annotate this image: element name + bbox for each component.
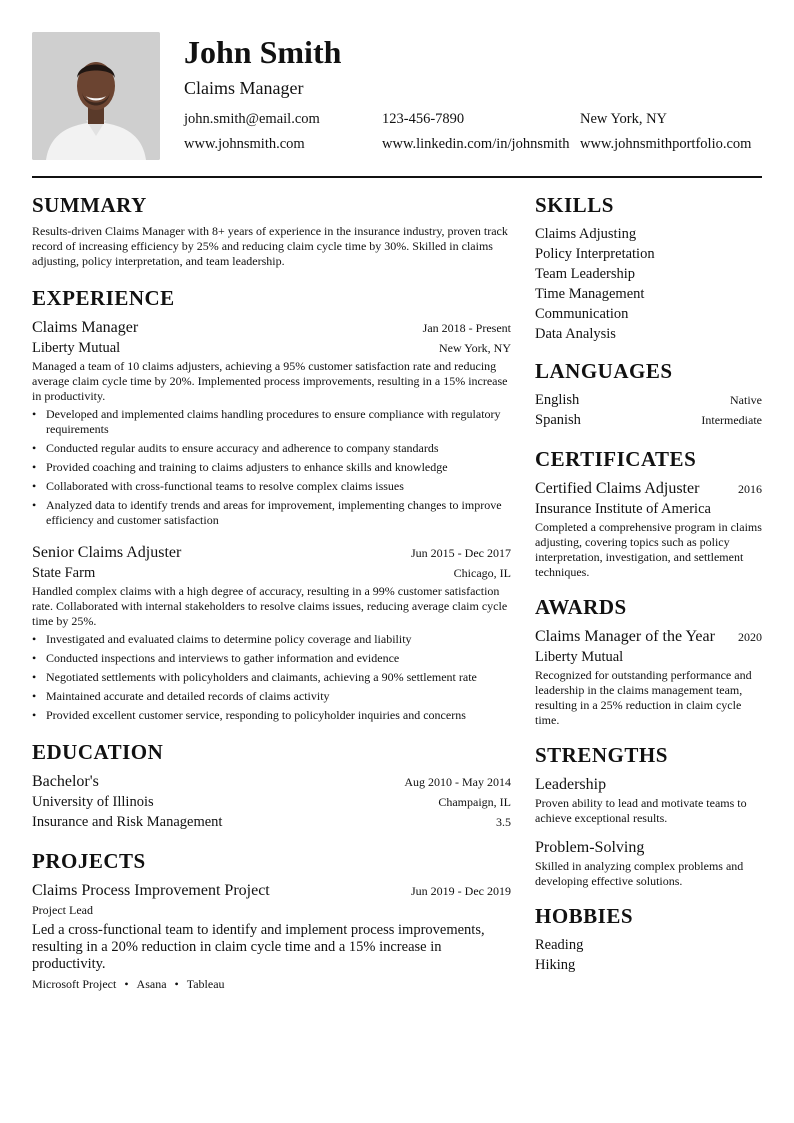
- list-item: • Developed and implemented claims handling procedures to ensure compliance with regulatory requirements: [32, 407, 511, 437]
- education-gpa: 3.5: [496, 815, 511, 829]
- project-name: Claims Process Improvement Project: [32, 882, 270, 899]
- job-title: Senior Claims Adjuster: [32, 544, 182, 561]
- list-item: • Conducted regular audits to ensure accuracy and adherence to company standards: [32, 441, 511, 456]
- project-dates: Jun 2019 - Dec 2019: [411, 884, 511, 898]
- summary-text: Results-driven Claims Manager with 8+ years of experience in the insurance industry, proven track record of increasing efficiency by 25% and reducing claim cycle time by 30%. Skilled in claims adjusting, policy interpretation, and team leadership.: [32, 224, 508, 268]
- certificates-section: [535, 446, 762, 580]
- tool-tag: Tableau: [186, 977, 225, 991]
- section-title: HOBBIES: [535, 904, 634, 928]
- list-item: • Provided coaching and training to claims adjusters to enhance skills and knowledge: [32, 460, 511, 475]
- separator-dot: •: [124, 977, 129, 991]
- certificate-name: Certified Claims Adjuster: [535, 480, 700, 497]
- skill-item: Data Analysis: [535, 326, 616, 342]
- job-title: Claims Manager: [32, 319, 139, 336]
- job-entry: [32, 317, 511, 528]
- job-bullets: [32, 407, 511, 528]
- strength-description: Proven ability to lead and motivate teams to achieve exceptional results.: [535, 796, 747, 825]
- award-year: 2020: [738, 630, 762, 644]
- education-section: [32, 739, 511, 832]
- certificate-year: 2016: [738, 482, 762, 496]
- job-description: Handled complex claims with a high degree of accuracy, resulting in a 99% customer satisfaction rate. Collaborated with internal stakeholders to resolve claims issues, reducing average claim cycle time by 25%.: [32, 584, 508, 628]
- language-level: Native: [730, 393, 762, 407]
- contact-portfolio[interactable]: www.johnsmithportfolio.com: [580, 136, 752, 152]
- candidate-name: John Smith: [184, 34, 342, 70]
- hobby-item: Reading: [535, 937, 584, 953]
- experience-section: [32, 285, 511, 723]
- languages-section: [535, 358, 762, 430]
- projects-section: [32, 848, 511, 992]
- skill-item: Claims Adjusting: [535, 226, 637, 242]
- project-description: Led a cross-functional team to identify and implement process improvements, resulting in a 20% reduction in claim cycle time and a 15% increase in productivity.: [32, 922, 485, 972]
- list-item: • Investigated and evaluated claims to determine policy coverage and liability: [32, 632, 511, 647]
- strength-name: Problem-Solving: [535, 839, 645, 856]
- education-field: Insurance and Risk Management: [32, 814, 223, 830]
- education-degree: Bachelor's: [32, 773, 99, 790]
- skills-section: [535, 192, 762, 344]
- tool-tag: Microsoft Project: [32, 977, 117, 991]
- job-entry: [32, 542, 511, 723]
- skill-item: Team Leadership: [535, 266, 636, 282]
- section-title: STRENGTHS: [535, 743, 668, 767]
- certificate-description: Completed a comprehensive program in claims adjusting, covering topics such as policy interpretation, investigation, and settlement techniques.: [535, 520, 762, 579]
- section-title: CERTIFICATES: [535, 447, 697, 471]
- awards-section: [535, 594, 762, 728]
- strength-name: Leadership: [535, 776, 607, 793]
- award-issuer: Liberty Mutual: [535, 649, 624, 665]
- candidate-role: Claims Manager: [184, 78, 304, 98]
- certificate-issuer: Insurance Institute of America: [535, 501, 711, 517]
- right-column: [535, 192, 762, 975]
- job-dates: Jun 2015 - Dec 2017: [411, 546, 511, 560]
- skill-item: Time Management: [535, 286, 645, 302]
- job-description: Managed a team of 10 claims adjusters, achieving a 95% customer satisfaction rate and reducing average claim cycle time by 20%. Implemented process improvements, resulting in a 15% increase in productivity.: [32, 359, 508, 403]
- job-company: State Farm: [32, 565, 96, 581]
- language-level: Intermediate: [701, 413, 762, 427]
- left-column: [32, 192, 511, 992]
- section-title: EDUCATION: [32, 740, 164, 764]
- contact-linkedin[interactable]: www.linkedin.com/in/johnsmith: [382, 136, 570, 152]
- job-company: Liberty Mutual: [32, 340, 121, 356]
- contact-phone[interactable]: 123-456-7890: [382, 111, 465, 127]
- list-item: • Provided excellent customer service, responding to policyholder inquiries and concerns: [32, 708, 511, 723]
- contact-email[interactable]: john.smith@email.com: [184, 111, 320, 127]
- section-title: EXPERIENCE: [32, 286, 175, 310]
- section-title: SUMMARY: [32, 193, 147, 217]
- project-tools: [32, 976, 511, 992]
- profile-photo: [32, 32, 160, 160]
- job-dates: Jan 2018 - Present: [422, 321, 511, 335]
- skill-item: Policy Interpretation: [535, 246, 655, 262]
- award-name: Claims Manager of the Year: [535, 628, 715, 645]
- section-title: SKILLS: [535, 193, 614, 217]
- list-item: • Collaborated with cross-functional teams to resolve complex claims issues: [32, 479, 511, 494]
- hobby-item: Hiking: [535, 957, 576, 973]
- hobbies-section: [535, 903, 762, 975]
- award-description: Recognized for outstanding performance and leadership in the claims management team, resulting in a 25% reduction in claim cycle time.: [535, 668, 752, 727]
- language-name: Spanish: [535, 412, 581, 428]
- list-item: • Analyzed data to identify trends and areas for improvement, implementing changes to improve efficiency and customer satisfaction: [32, 498, 511, 528]
- list-item: • Conducted inspections and interviews to gather information and evidence: [32, 651, 511, 666]
- section-title: AWARDS: [535, 595, 627, 619]
- header-divider: [32, 176, 762, 178]
- job-location: New York, NY: [438, 341, 511, 355]
- language-name: English: [535, 392, 580, 408]
- education-location: Champaign, IL: [438, 795, 511, 809]
- contact-location: New York, NY: [580, 111, 668, 127]
- strength-description: Skilled in analyzing complex problems and developing effective solutions.: [535, 859, 744, 888]
- separator-dot: •: [174, 977, 179, 991]
- contact-website[interactable]: www.johnsmith.com: [184, 136, 305, 152]
- summary-section: [32, 192, 511, 269]
- section-title: PROJECTS: [32, 849, 146, 873]
- education-school: University of Illinois: [32, 794, 154, 810]
- resume-header: [32, 32, 762, 160]
- section-title: LANGUAGES: [535, 359, 673, 383]
- person-portrait-icon: [32, 32, 160, 160]
- skill-item: Communication: [535, 306, 629, 322]
- tool-tag: Asana: [136, 977, 167, 991]
- job-bullets: [32, 632, 511, 723]
- strengths-section: [535, 742, 762, 889]
- list-item: • Maintained accurate and detailed records of claims activity: [32, 689, 511, 704]
- project-role: Project Lead: [32, 903, 93, 917]
- job-location: Chicago, IL: [453, 566, 511, 580]
- list-item: • Negotiated settlements with policyholders and claimants, achieving a 90% settlement rate: [32, 670, 511, 685]
- education-dates: Aug 2010 - May 2014: [404, 775, 511, 789]
